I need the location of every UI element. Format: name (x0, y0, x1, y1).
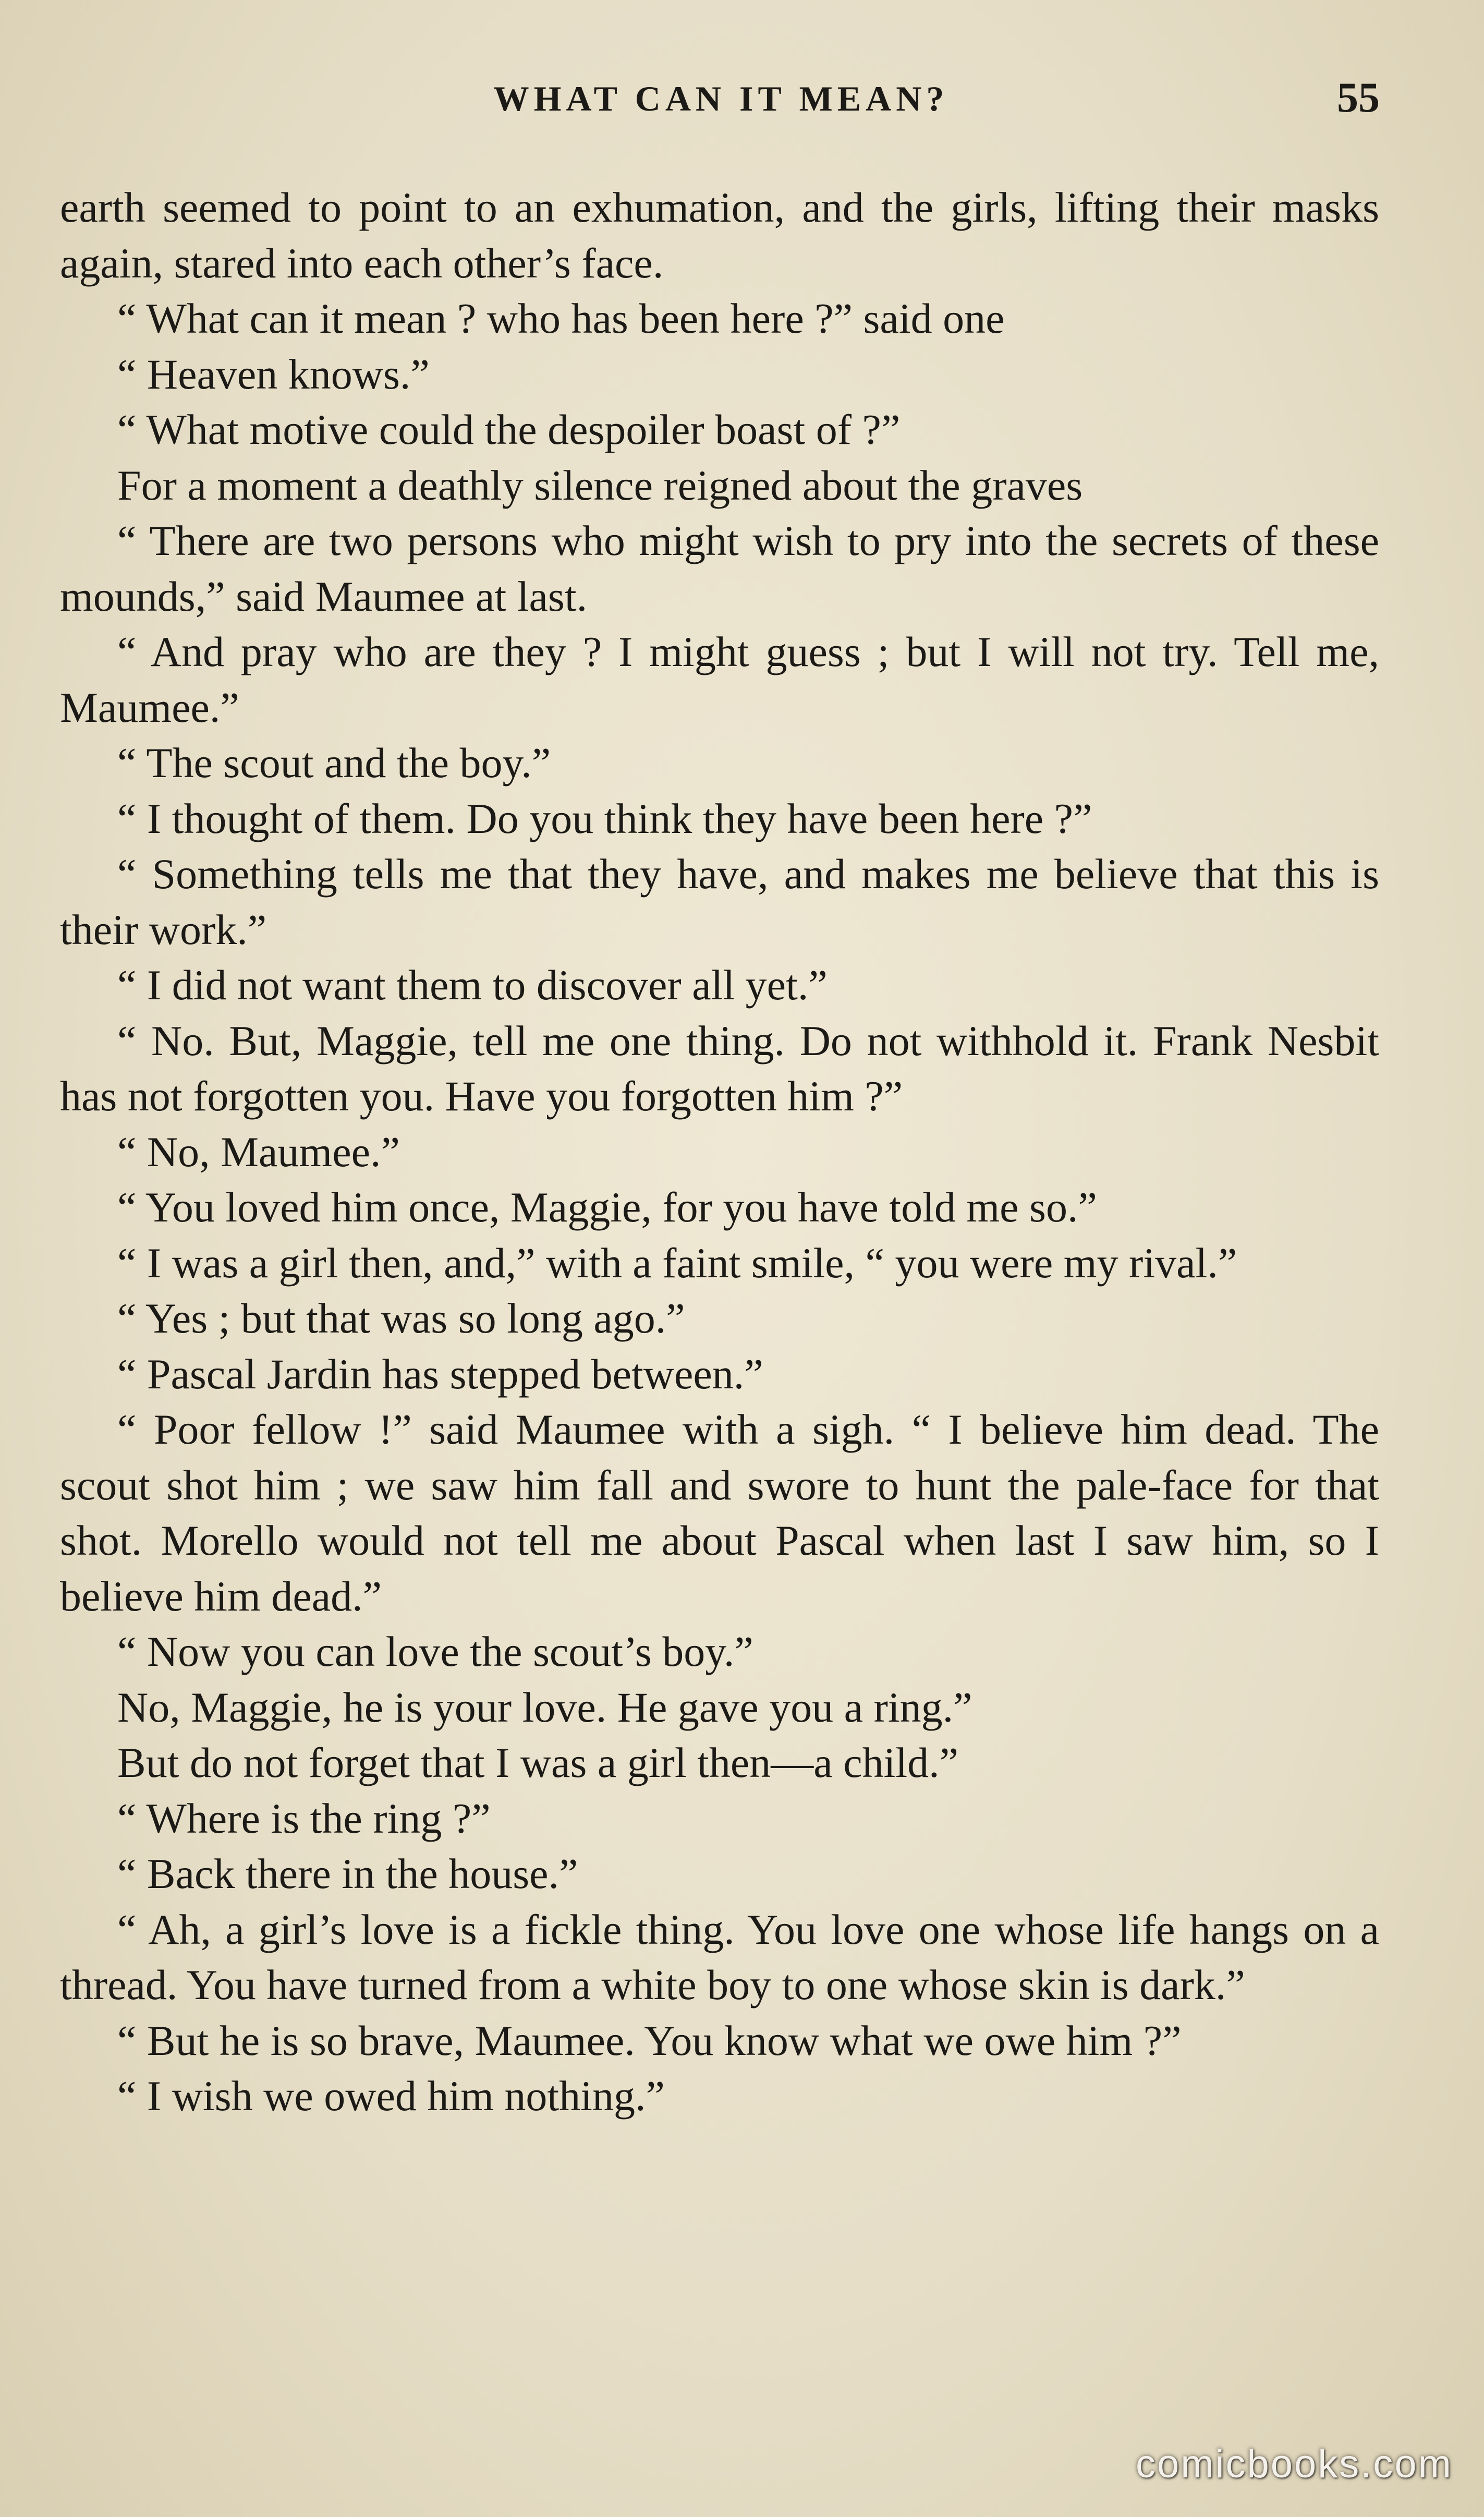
page-number: 55 (1337, 74, 1380, 121)
paragraph: “ I did not want them to discover all yet.” (117, 961, 828, 1009)
body-text (60, 180, 1379, 2124)
paragraph: “ Ah, a girl’s love is a fickle thing. You love one whose life hangs on a thread. You have turned from a white boy to one whose skin is dark.” (60, 1905, 1379, 2008)
paragraph: “ Poor fellow !” said Maumee with a sigh. “ I believe him dead. The scout shot him ; we saw him fall and swore to hunt the pale-face for that shot. Morello would not tell me about Pascal when last I saw him, so I believe him dead.” (60, 1406, 1379, 1620)
paragraph: “ What motive could the despoiler boast of ?” (117, 406, 901, 453)
paragraph: “ I thought of them. Do you think they have been here ?” (117, 794, 1092, 842)
paragraph: No, Maggie, he is your love. He gave you a ring.” (117, 1683, 972, 1731)
paragraph: “ Back there in the house.” (117, 1850, 578, 1897)
paragraph: “ What can it mean ? who has been here ?” said one (117, 295, 1005, 342)
running-head (63, 73, 1380, 130)
paragraph: “ There are two persons who might wish to pry into the secrets of these mounds,” said Maumee at last. (60, 517, 1379, 620)
paragraph: “ Heaven knows.” (117, 350, 430, 398)
paragraph: “ Where is the ring ?” (117, 1794, 491, 1842)
paragraph: “ I wish we owed him nothing.” (117, 2072, 665, 2120)
paragraph: “ But he is so brave, Maumee. You know what we owe him ?” (117, 2016, 1182, 2064)
paragraph: But do not forget that I was a girl then—a child.” (117, 1739, 959, 1786)
paragraph: earth seemed to point to an exhumation, and the girls, lifting their masks again, stared into each other’s face. (60, 184, 1379, 287)
paragraph: “ Now you can love the scout’s boy.” (117, 1628, 753, 1675)
paragraph: For a moment a deathly silence reigned about the graves (117, 461, 1083, 509)
paragraph: “ Something tells me that they have, and makes me believe that this is their work.” (60, 850, 1379, 953)
paragraph: “ No. But, Maggie, tell me one thing. Do not withhold it. Frank Nesbit has not forgotten you. Have you forgotten him ?” (60, 1017, 1379, 1120)
paragraph: “ I was a girl then, and,” with a faint smile, “ you were my rival.” (117, 1239, 1237, 1287)
paragraph: “ Pascal Jardin has stepped between.” (117, 1350, 763, 1398)
paragraph: “ And pray who are they ? I might guess ; but I will not try. Tell me, Maumee.” (60, 628, 1379, 731)
paragraph: “ You loved him once, Maggie, for you have told me so.” (117, 1183, 1097, 1231)
paragraph: “ The scout and the boy.” (117, 739, 551, 786)
paragraph: “ Yes ; but that was so long ago.” (117, 1294, 685, 1342)
running-title: WHAT CAN IT MEAN? (493, 79, 949, 118)
paragraph: “ No, Maumee.” (117, 1128, 400, 1176)
watermark: comicbooks.com (1136, 2442, 1453, 2486)
